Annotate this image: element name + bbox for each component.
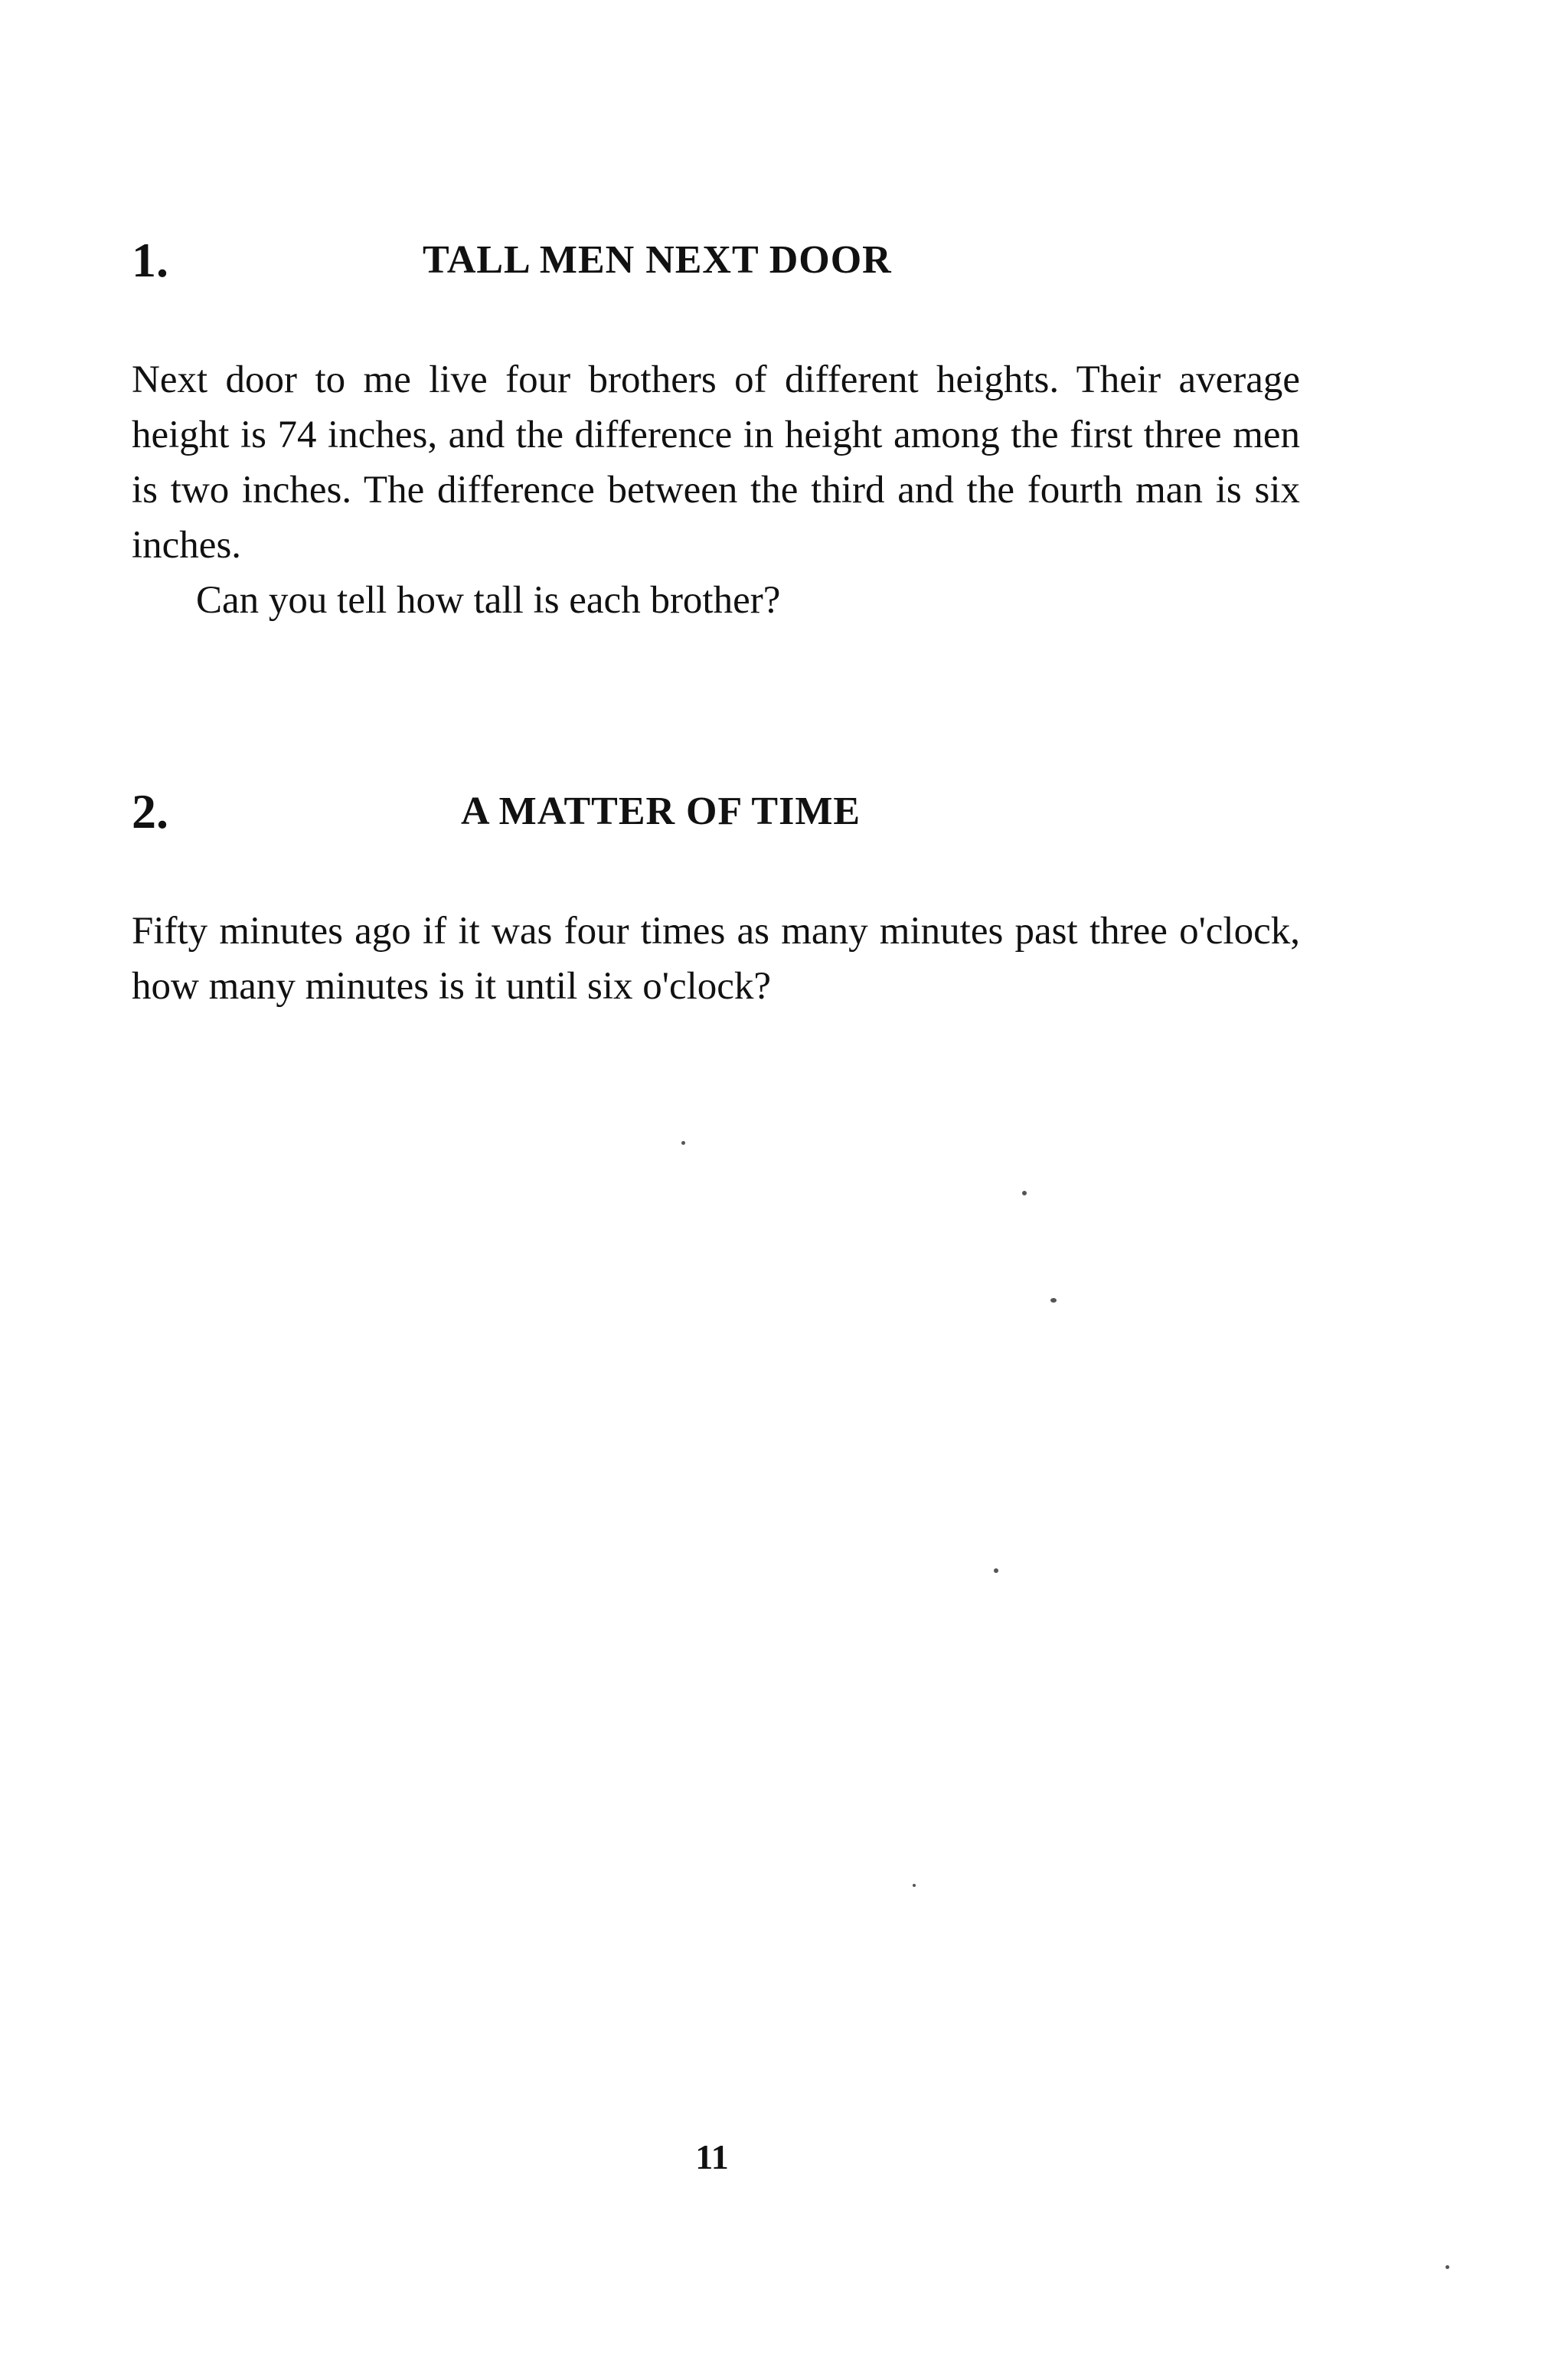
scan-speck (1446, 2265, 1449, 2269)
puzzle-heading (132, 781, 1300, 842)
puzzle-1 (132, 230, 1300, 628)
scan-speck (1022, 1191, 1027, 1195)
puzzle-number: 2. (132, 784, 168, 839)
puzzle-title: TALL MEN NEXT DOOR (423, 238, 892, 282)
page-number: 11 (695, 2137, 729, 2176)
puzzle-number: 1. (132, 233, 168, 287)
puzzle-paragraph: Fifty minutes ago if it was four times as many minutes past three o'clock, how many minutes is it until six o'clock? (132, 910, 1300, 1008)
puzzle-2 (132, 781, 1300, 1014)
scan-speck (681, 1141, 685, 1145)
scan-speck (1050, 1298, 1057, 1303)
puzzle-heading (132, 230, 1300, 291)
puzzle-title: A MATTER OF TIME (461, 790, 861, 833)
puzzle-body (132, 904, 1300, 1014)
scan-speck (913, 1884, 916, 1887)
scan-speck (994, 1568, 998, 1573)
puzzle-question: Can you tell how tall is each brother? (196, 579, 781, 622)
puzzle-paragraph: Next door to me live four brothers of different heights. Their average height is 74 inches, and the difference in height among the first three men is two inches. The difference between the third and the fourth man is six inches. (132, 358, 1300, 567)
puzzle-body (132, 352, 1300, 628)
